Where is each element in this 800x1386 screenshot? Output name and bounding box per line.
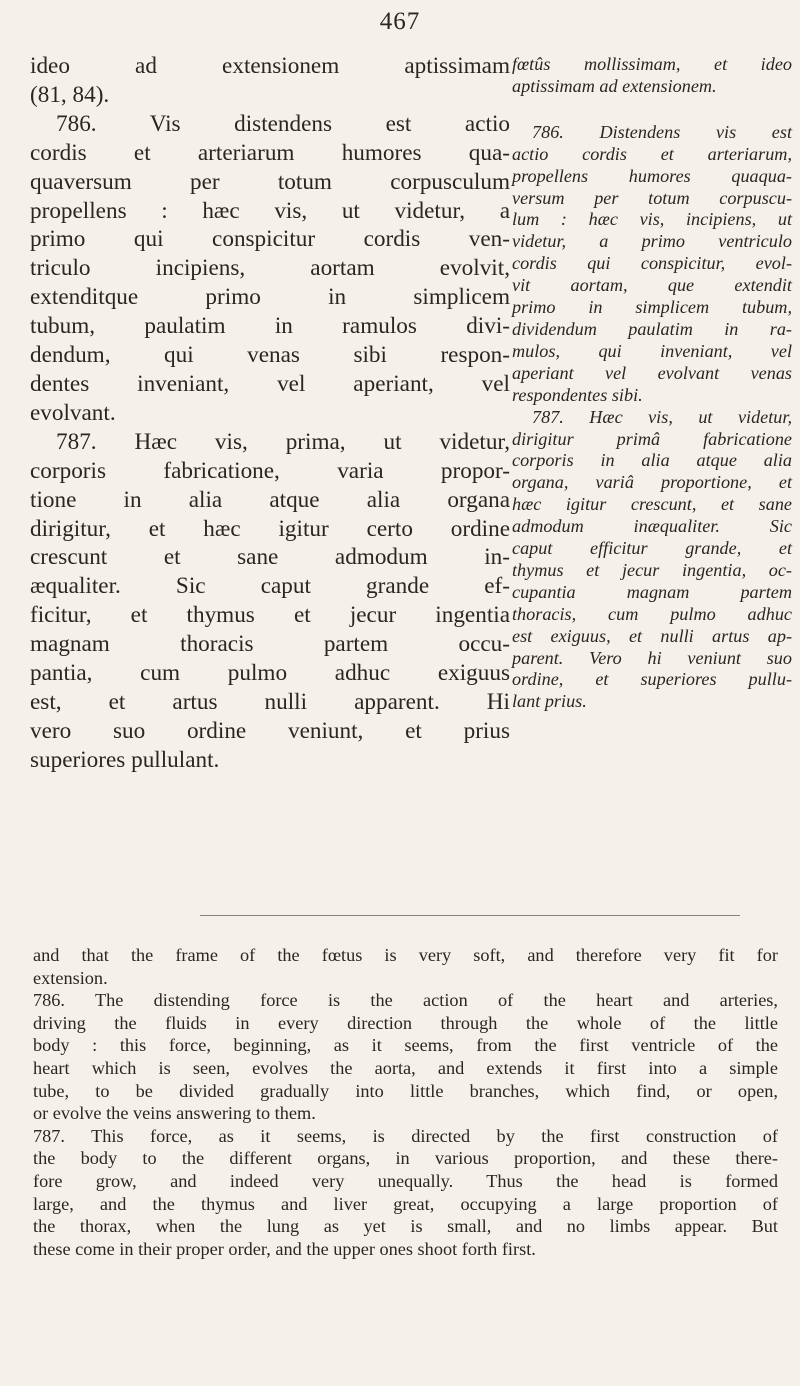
text-line: evolvant. bbox=[30, 399, 116, 426]
text-line: dirigitur primâ fabricatione bbox=[512, 428, 792, 449]
paragraph-787-start: 787. This force, as it seems, is directed by the first construction of bbox=[33, 1125, 778, 1146]
text-line: ordine, et superiores pullu- bbox=[512, 669, 792, 690]
text-line: large, and the thymus and liver great, occupying a large proportion of bbox=[33, 1193, 778, 1214]
text-line: videtur, a primo ventriculo bbox=[512, 231, 792, 252]
text-line: aperiant vel evolvant venas bbox=[512, 362, 792, 383]
text-line: thoracis, cum pulmo adhuc bbox=[512, 603, 792, 624]
text-line: versum per totum corpuscu- bbox=[512, 187, 792, 208]
text-line: propellens humores quaqua- bbox=[512, 165, 792, 186]
text-line: hæc igitur crescunt, et sane bbox=[512, 494, 792, 515]
paragraph-786-start: 786. Vis distendens est actio bbox=[56, 110, 510, 137]
text-line: or evolve the veins answering to them. bbox=[33, 1103, 316, 1124]
text-line: admodum inæqualiter. Sic bbox=[512, 516, 792, 537]
text-line: respondentes sibi. bbox=[512, 384, 643, 405]
text-line: fœtûs mollissimam, et ideo bbox=[512, 54, 792, 74]
text-line: superiores pullulant. bbox=[30, 746, 220, 773]
text-line: and that the frame of the fœtus is very soft, and therefore very fit for bbox=[33, 945, 778, 965]
text-line: extension. bbox=[33, 967, 108, 988]
english-translation bbox=[33, 944, 778, 1260]
text-line: dirigitur, et hæc igitur certo ordine bbox=[30, 515, 510, 542]
text-line: primo in simplicem tubum, bbox=[512, 297, 792, 318]
text-line: tubum, paulatim in ramulos divi- bbox=[30, 313, 510, 340]
text-line: these come in their proper order, and the upper ones shoot forth first. bbox=[33, 1238, 536, 1259]
text-line: parent. Vero hi veniunt suo bbox=[512, 647, 792, 668]
text-line: vero suo ordine veniunt, et prius bbox=[30, 717, 510, 744]
text-line: dividendum paulatim in ra- bbox=[512, 318, 792, 339]
paragraph-787-start: 787. Hæc vis, prima, ut videtur, bbox=[56, 428, 510, 455]
text-line: corporis fabricatione, varia propor- bbox=[30, 457, 510, 484]
text-line: quaversum per totum corpusculum bbox=[30, 168, 510, 195]
text-line: caput efficitur grande, et bbox=[512, 538, 792, 559]
text-line: est, et artus nulli apparent. Hi bbox=[30, 688, 510, 715]
text-line: propellens : hæc vis, ut videtur, a bbox=[30, 197, 510, 224]
text-line: cordis et arteriarum humores qua- bbox=[30, 139, 510, 166]
text-line: primo qui conspicitur cordis ven- bbox=[30, 226, 510, 253]
text-line: mulos, qui inveniant, vel bbox=[512, 340, 792, 361]
text-line: fore grow, and indeed very unequally. Thus the head is formed bbox=[33, 1170, 778, 1191]
paragraph-786-start: 786. The distending force is the action of the heart and arteries, bbox=[33, 990, 778, 1011]
text-line: cupantia magnam partem bbox=[512, 581, 792, 602]
text-line: lum : hæc vis, incipiens, ut bbox=[512, 209, 792, 230]
text-line: cordis qui conspicitur, evol- bbox=[512, 253, 792, 274]
text-line: the body to the different organs, in various proportion, and these there- bbox=[33, 1148, 778, 1169]
paragraph-gap bbox=[512, 98, 792, 122]
text-line: pantia, cum pulmo adhuc exiguus bbox=[30, 660, 510, 687]
text-line: vit aortam, que extendit bbox=[512, 275, 792, 296]
text-line: æqualiter. Sic caput grande ef- bbox=[30, 573, 510, 600]
latin-alt-column bbox=[512, 54, 792, 713]
text-line: ficitur, et thymus et jecur ingentia bbox=[30, 602, 510, 629]
text-line: driving the fluids in every direction through the whole of the little bbox=[33, 1012, 778, 1033]
text-line: corporis in alia atque alia bbox=[512, 450, 792, 471]
text-line: dendum, qui venas sibi respon- bbox=[30, 342, 510, 369]
text-line: ideo ad extensionem aptissimam bbox=[30, 53, 510, 79]
text-line: extenditque primo in simplicem bbox=[30, 284, 510, 311]
text-line: tione in alia atque alia organa bbox=[30, 486, 510, 513]
text-line: magnam thoracis partem occu- bbox=[30, 631, 510, 658]
latin-main-column bbox=[30, 52, 510, 775]
text-line: triculo incipiens, aortam evolvit, bbox=[30, 255, 510, 282]
text-line: heart which is seen, evolves the aorta, and extends it first into a simple bbox=[33, 1057, 778, 1078]
text-line: organa, variâ proportione, et bbox=[512, 472, 792, 493]
text-line: tube, to be divided gradually into little branches, which find, or open, bbox=[33, 1080, 778, 1101]
text-line: (81, 84). bbox=[30, 81, 110, 108]
text-line: crescunt et sane admodum in- bbox=[30, 544, 510, 571]
text-line: lant prius. bbox=[512, 691, 587, 712]
paragraph-786-start: 786. Distendens vis est bbox=[532, 121, 792, 142]
text-line: the thorax, when the lung as yet is small, and no limbs appear. But bbox=[33, 1216, 778, 1237]
section-divider bbox=[200, 915, 740, 916]
text-line: aptissimam ad extensionem. bbox=[512, 75, 717, 96]
paragraph-787-start: 787. Hæc vis, ut videtur, bbox=[532, 406, 792, 427]
text-line: body : this force, beginning, as it seems, from the first ventricle of the bbox=[33, 1035, 778, 1056]
text-line: est exiguus, et nulli artus ap- bbox=[512, 625, 792, 646]
text-line: dentes inveniant, vel aperiant, vel bbox=[30, 370, 510, 397]
text-line: thymus et jecur ingentia, oc- bbox=[512, 559, 792, 580]
page-number: 467 bbox=[379, 8, 421, 35]
text-line: actio cordis et arteriarum, bbox=[512, 143, 792, 164]
